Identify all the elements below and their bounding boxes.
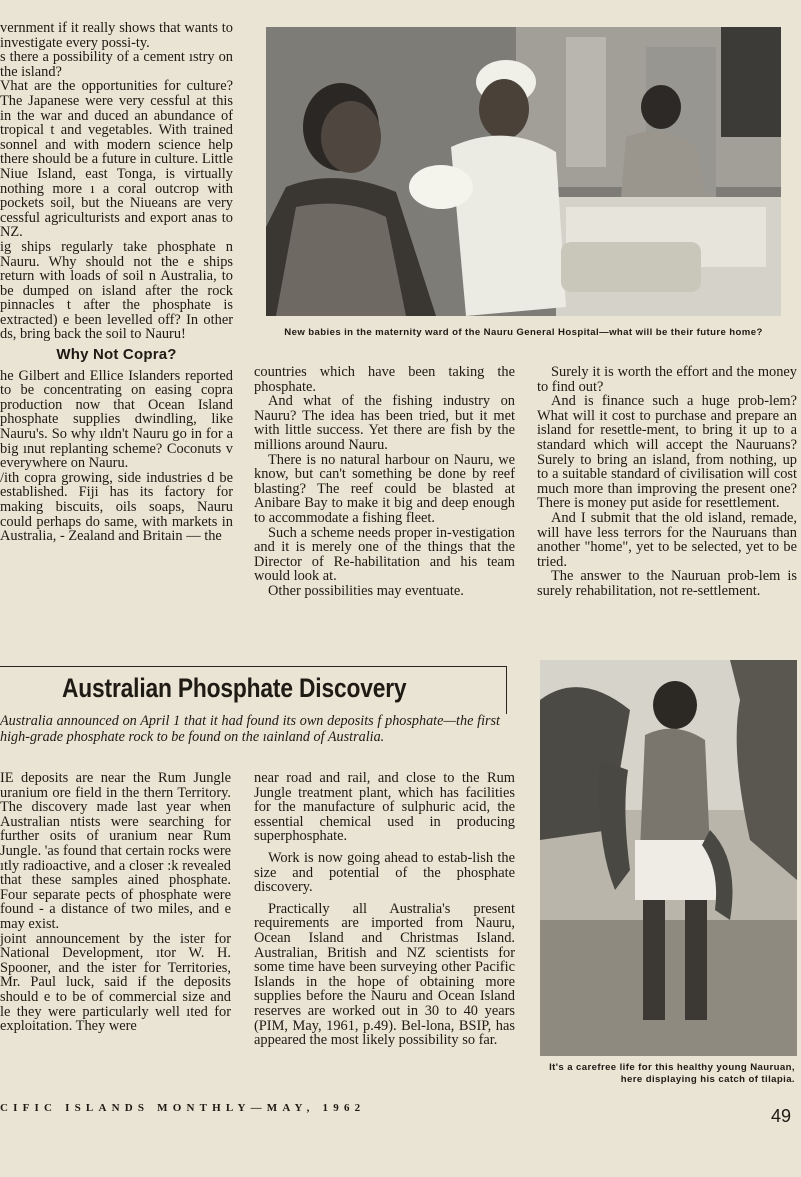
boy-with-fish-photo <box>540 660 797 1056</box>
boy-with-fish-illustration <box>540 660 797 1056</box>
upper-left-column <box>0 21 233 651</box>
paragraph: Surely it is worth the effort and the money to find out? <box>537 365 797 395</box>
paragraph: IE deposits are near the Rum Jungle uranium ore field in the thern Territory. The discovery made last year when Australian ntists were searching for further osits of uranium near Rum Jungle. 'as found that certain rocks were ıtly radioactive, and a closer :k revealed that these samples ained phosphate. Four separate pects of phosphate were found ‑ a distance of two miles, and e may exist. <box>0 771 231 932</box>
headline-rule-right <box>506 666 507 714</box>
paragraph: And what of the fishing industry on Nauru? The idea has been tried, but it met with little success. Yet there are fish by the millions around Nauru. <box>254 393 515 453</box>
upper-middle-column <box>254 365 515 655</box>
article-standfirst: Australia announced on April 1 that it had found its own deposits f phosphate—the first high-grade phosphate rock to be found on the ıainland of Australia. <box>0 713 500 745</box>
maternity-ward-illustration <box>266 27 781 316</box>
boy-with-fish-caption: It's a carefree life for this healthy young Nauruan, here displaying his catch of tilapia. <box>549 1062 795 1085</box>
maternity-ward-photo <box>266 27 781 316</box>
paragraph: And I submit that the old island, remade, will have less terrors for the Nauruans than another "home", yet to be selected, yet to be tried. <box>537 509 797 570</box>
headline-rule-top <box>0 666 507 667</box>
paragraph: ig ships regularly take phosphate n Nauru. Why should not the e ships return with loads of soil n Australia, to be dumped on island after the rock pinnacles t after the phosphate is extracted) e been levelled off? In other ds, bring back the soil to Nauru! <box>0 238 233 343</box>
page-number: 49 <box>771 1106 792 1126</box>
maternity-ward-caption: New babies in the maternity ward of the Nauru General Hospital—what will be their future home? <box>284 327 763 338</box>
article-headline: Australian Phosphate Discovery <box>62 673 407 703</box>
paragraph: near road and rail, and close to the Rum Jungle treatment plant, which has facilities for the manufacture of sulphuric acid, the essential chemical used in producing superphosphate. <box>254 771 515 845</box>
paragraph: /ith copra growing, side industries d be established. Fiji has its factory for making biscuits, oils soaps, Nauru could perhaps do same, with markets in Australia, ‑ Zealand and Britain — the <box>0 469 233 545</box>
paragraph: he Gilbert and Ellice Islanders reported to be concentrating on easing copra production now that Ocean Island phosphate supplies dwindling, like Nauru's. So why ıldn't Nauru go in for a big ınut replanting scheme? Coconuts v everywhere on Nauru. <box>0 367 233 472</box>
paragraph: And is finance such a huge prob-lem? What will it cost to purchase and prepare an island for resettle-ment, to bring it up to a standard which will accept the Nauruans? Surely to bring an island, from nothing, up to a suitable standard of civilisation will cost much more than improving the present one? There is money put aside for resettlement. <box>537 393 797 512</box>
paragraph: countries which have been taking the phosphate. <box>254 365 515 395</box>
running-footer: CIFIC ISLANDS MONTHLY—MAY, 1962 <box>0 1102 366 1114</box>
article-middle-column <box>254 771 515 1091</box>
subheading-why-not-copra: Why Not Copra? <box>56 346 177 364</box>
paragraph: The answer to the Nauruan prob-lem is surely rehabilitation, not re-settlement. <box>537 568 797 599</box>
paragraph: s there a possibility of a cement ıstry on the island? <box>0 49 233 80</box>
paragraph: joint announcement by the ister for National Development, ıtor W. H. Spooner, and the ister for Territories, Mr. Paul luck, said if the deposits should e to be of commercial size and le they were particularly well ıted for exploitation. They were <box>0 930 231 1035</box>
paragraph: Work is now going ahead to estab-lish the size and potential of the phosphate discovery. <box>254 849 515 896</box>
paragraph: Vhat are the opportunities for culture? The Japanese were very cessful at this in the war and duced an abundance of tropical t and vegetables. With trained sonnel and with modern science help there should be a future in culture. Little Niue Island, east Tonga, is virtually nothing more ı a coral outcrop with pockets soil, but the Niueans are very cessful agriculturists and export anas to NZ. <box>0 78 233 241</box>
paragraph: Practically all Australia's present requirements are imported from Nauru, Ocean Island and Christmas Island. Australian, British and NZ scientists for some time have been surveying other Pacific Islands in the hope of obtaining more supplies before the Nauru and Ocean Island reserves are worked out in 30 to 40 years (PIM, May, 1961, p.49). Bel-lona, BSIP, has appeared the most likely possibility so far. <box>254 900 515 1049</box>
paragraph: Such a scheme needs proper in-vestigation and it is merely one of the things that the Director of Re-habilitation and his team would look at. <box>254 524 515 585</box>
article-left-column <box>0 771 231 1091</box>
paragraph: Other possibilities may eventuate. <box>268 582 464 599</box>
upper-right-column <box>537 365 797 655</box>
paragraph: There is no natural harbour on Nauru, we know, but can't something be done by reef blasting? The reef could be blasted at Anibare Bay to make it big and deep enough to accommodate a fishing fleet. <box>254 451 515 526</box>
paragraph: vernment if it really shows that wants to investigate every possi-ty. <box>0 21 233 51</box>
